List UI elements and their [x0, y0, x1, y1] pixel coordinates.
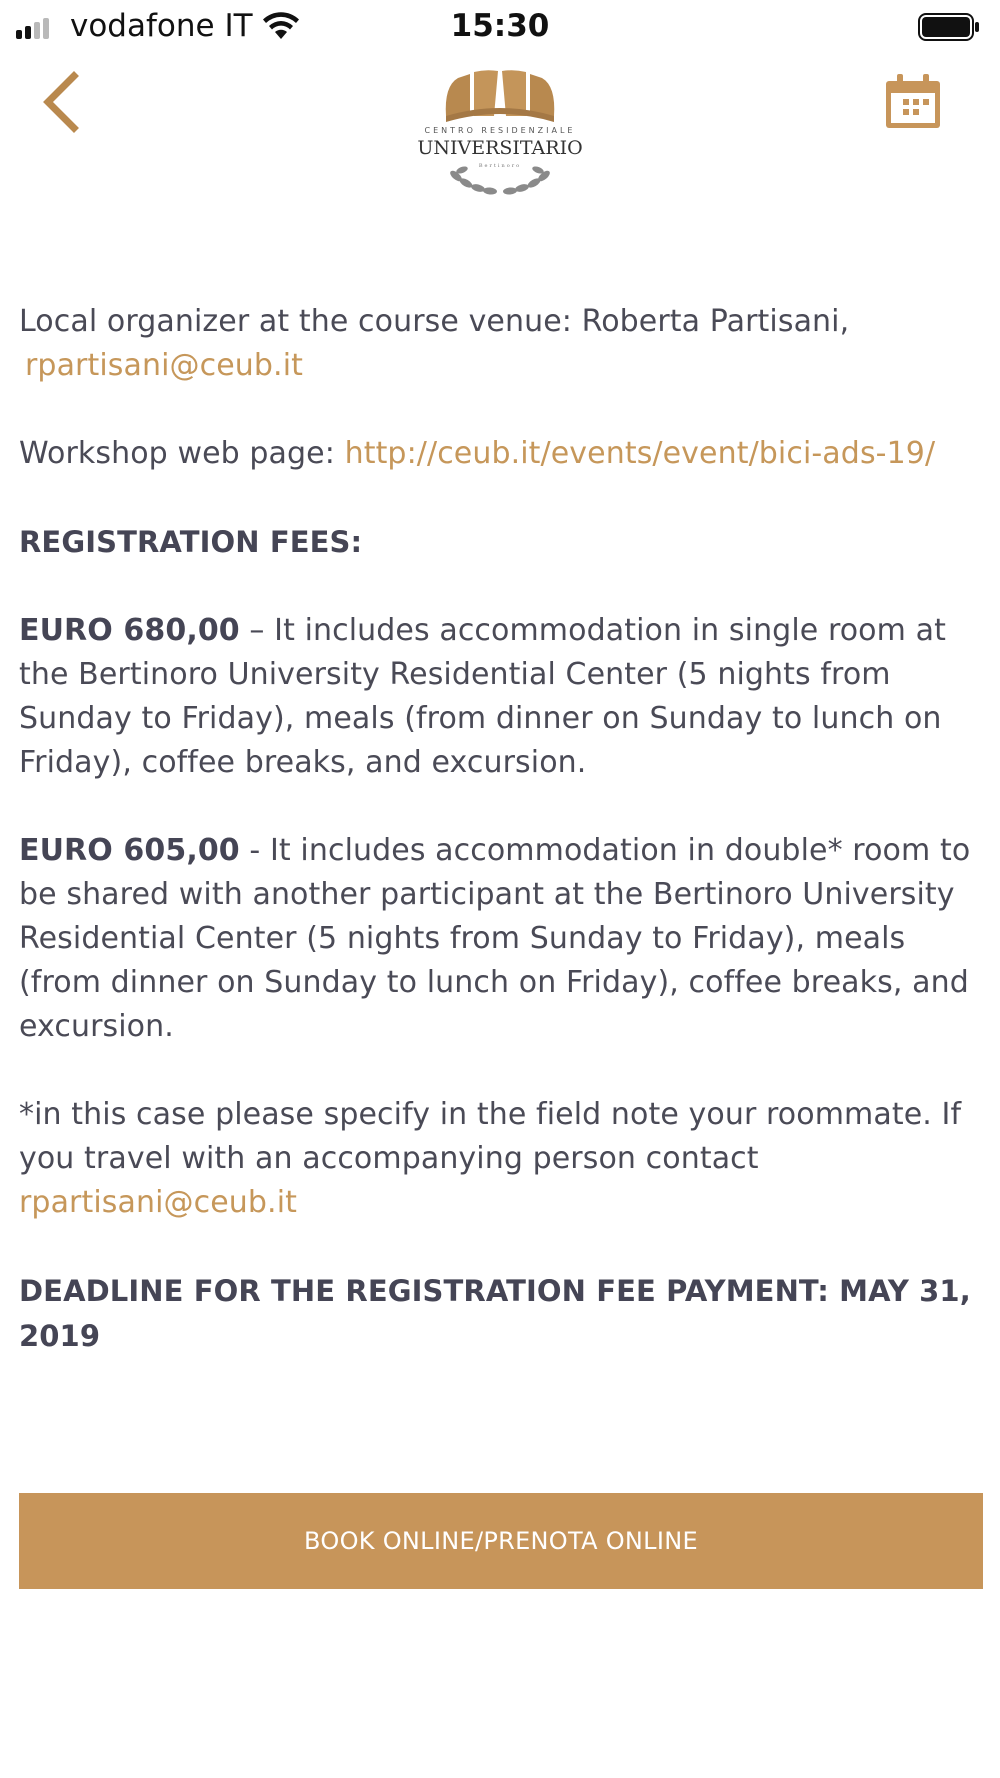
- webpage-label: Workshop web page:: [19, 436, 345, 471]
- deadline-text: DEADLINE FOR THE REGISTRATION FEE PAYMENT: MAY 31, 2019: [19, 1274, 971, 1353]
- fee-double-text: - It includes accommodation in double* room to be shared with another participant at the Bertinoro University Residential Center (5 nights from Sunday to Friday), meals (from dinner on Sunday to lunch on Friday), coffee breaks, and excursion.: [19, 833, 971, 1044]
- carrier-name: vodafone IT: [70, 8, 253, 44]
- book-online-button[interactable]: BOOK ONLINE/PRENOTA ONLINE: [19, 1493, 983, 1589]
- webpage-paragraph: [19, 432, 984, 476]
- back-button[interactable]: [38, 70, 86, 134]
- deadline-paragraph: [19, 1269, 984, 1359]
- fees-heading: [19, 520, 984, 565]
- note-text: *in this case please specify in the field note your roommate. If you travel with an accompanying person contact: [19, 1097, 962, 1176]
- fee-single-text: – It includes accommodation in single room at the Bertinoro University Residential Center (5 nights from Sunday to Friday), meals (from dinner on Sunday to lunch on Friday), coffee breaks, and excursion.: [19, 613, 946, 780]
- organizer-text: Local organizer at the course venue: Roberta Partisani,: [19, 304, 850, 339]
- note-paragraph: [19, 1093, 984, 1225]
- logo-title: UNIVERSITARIO: [417, 137, 583, 159]
- status-time: 15:30: [450, 8, 550, 44]
- chevron-left-icon: [48, 76, 74, 128]
- logo-seal-icon: [440, 70, 560, 124]
- laurel-icon: [446, 166, 554, 200]
- webpage-link[interactable]: http://ceub.it/events/event/bici-ads-19/: [344, 436, 936, 471]
- logo-location: Bertinoro: [478, 163, 522, 169]
- fee-single-paragraph: [19, 609, 984, 785]
- status-bar: [0, 0, 1000, 54]
- logo-subtitle: CENTRO RESIDENZIALE: [424, 126, 576, 135]
- battery-icon: [918, 13, 980, 41]
- fees-heading-text: REGISTRATION FEES:: [19, 525, 363, 559]
- calendar-button[interactable]: [884, 72, 942, 130]
- organizer-email-link[interactable]: rpartisani@ceub.it: [25, 348, 303, 383]
- note-email-link[interactable]: rpartisani@ceub.it: [19, 1185, 297, 1220]
- logo: [410, 66, 590, 216]
- event-details: [19, 300, 984, 1403]
- fee-double-price: EURO 605,00: [19, 833, 240, 868]
- fee-single-price: EURO 680,00: [19, 613, 240, 648]
- calendar-icon: [886, 74, 940, 128]
- fee-double-paragraph: [19, 829, 984, 1049]
- organizer-paragraph: [19, 300, 984, 388]
